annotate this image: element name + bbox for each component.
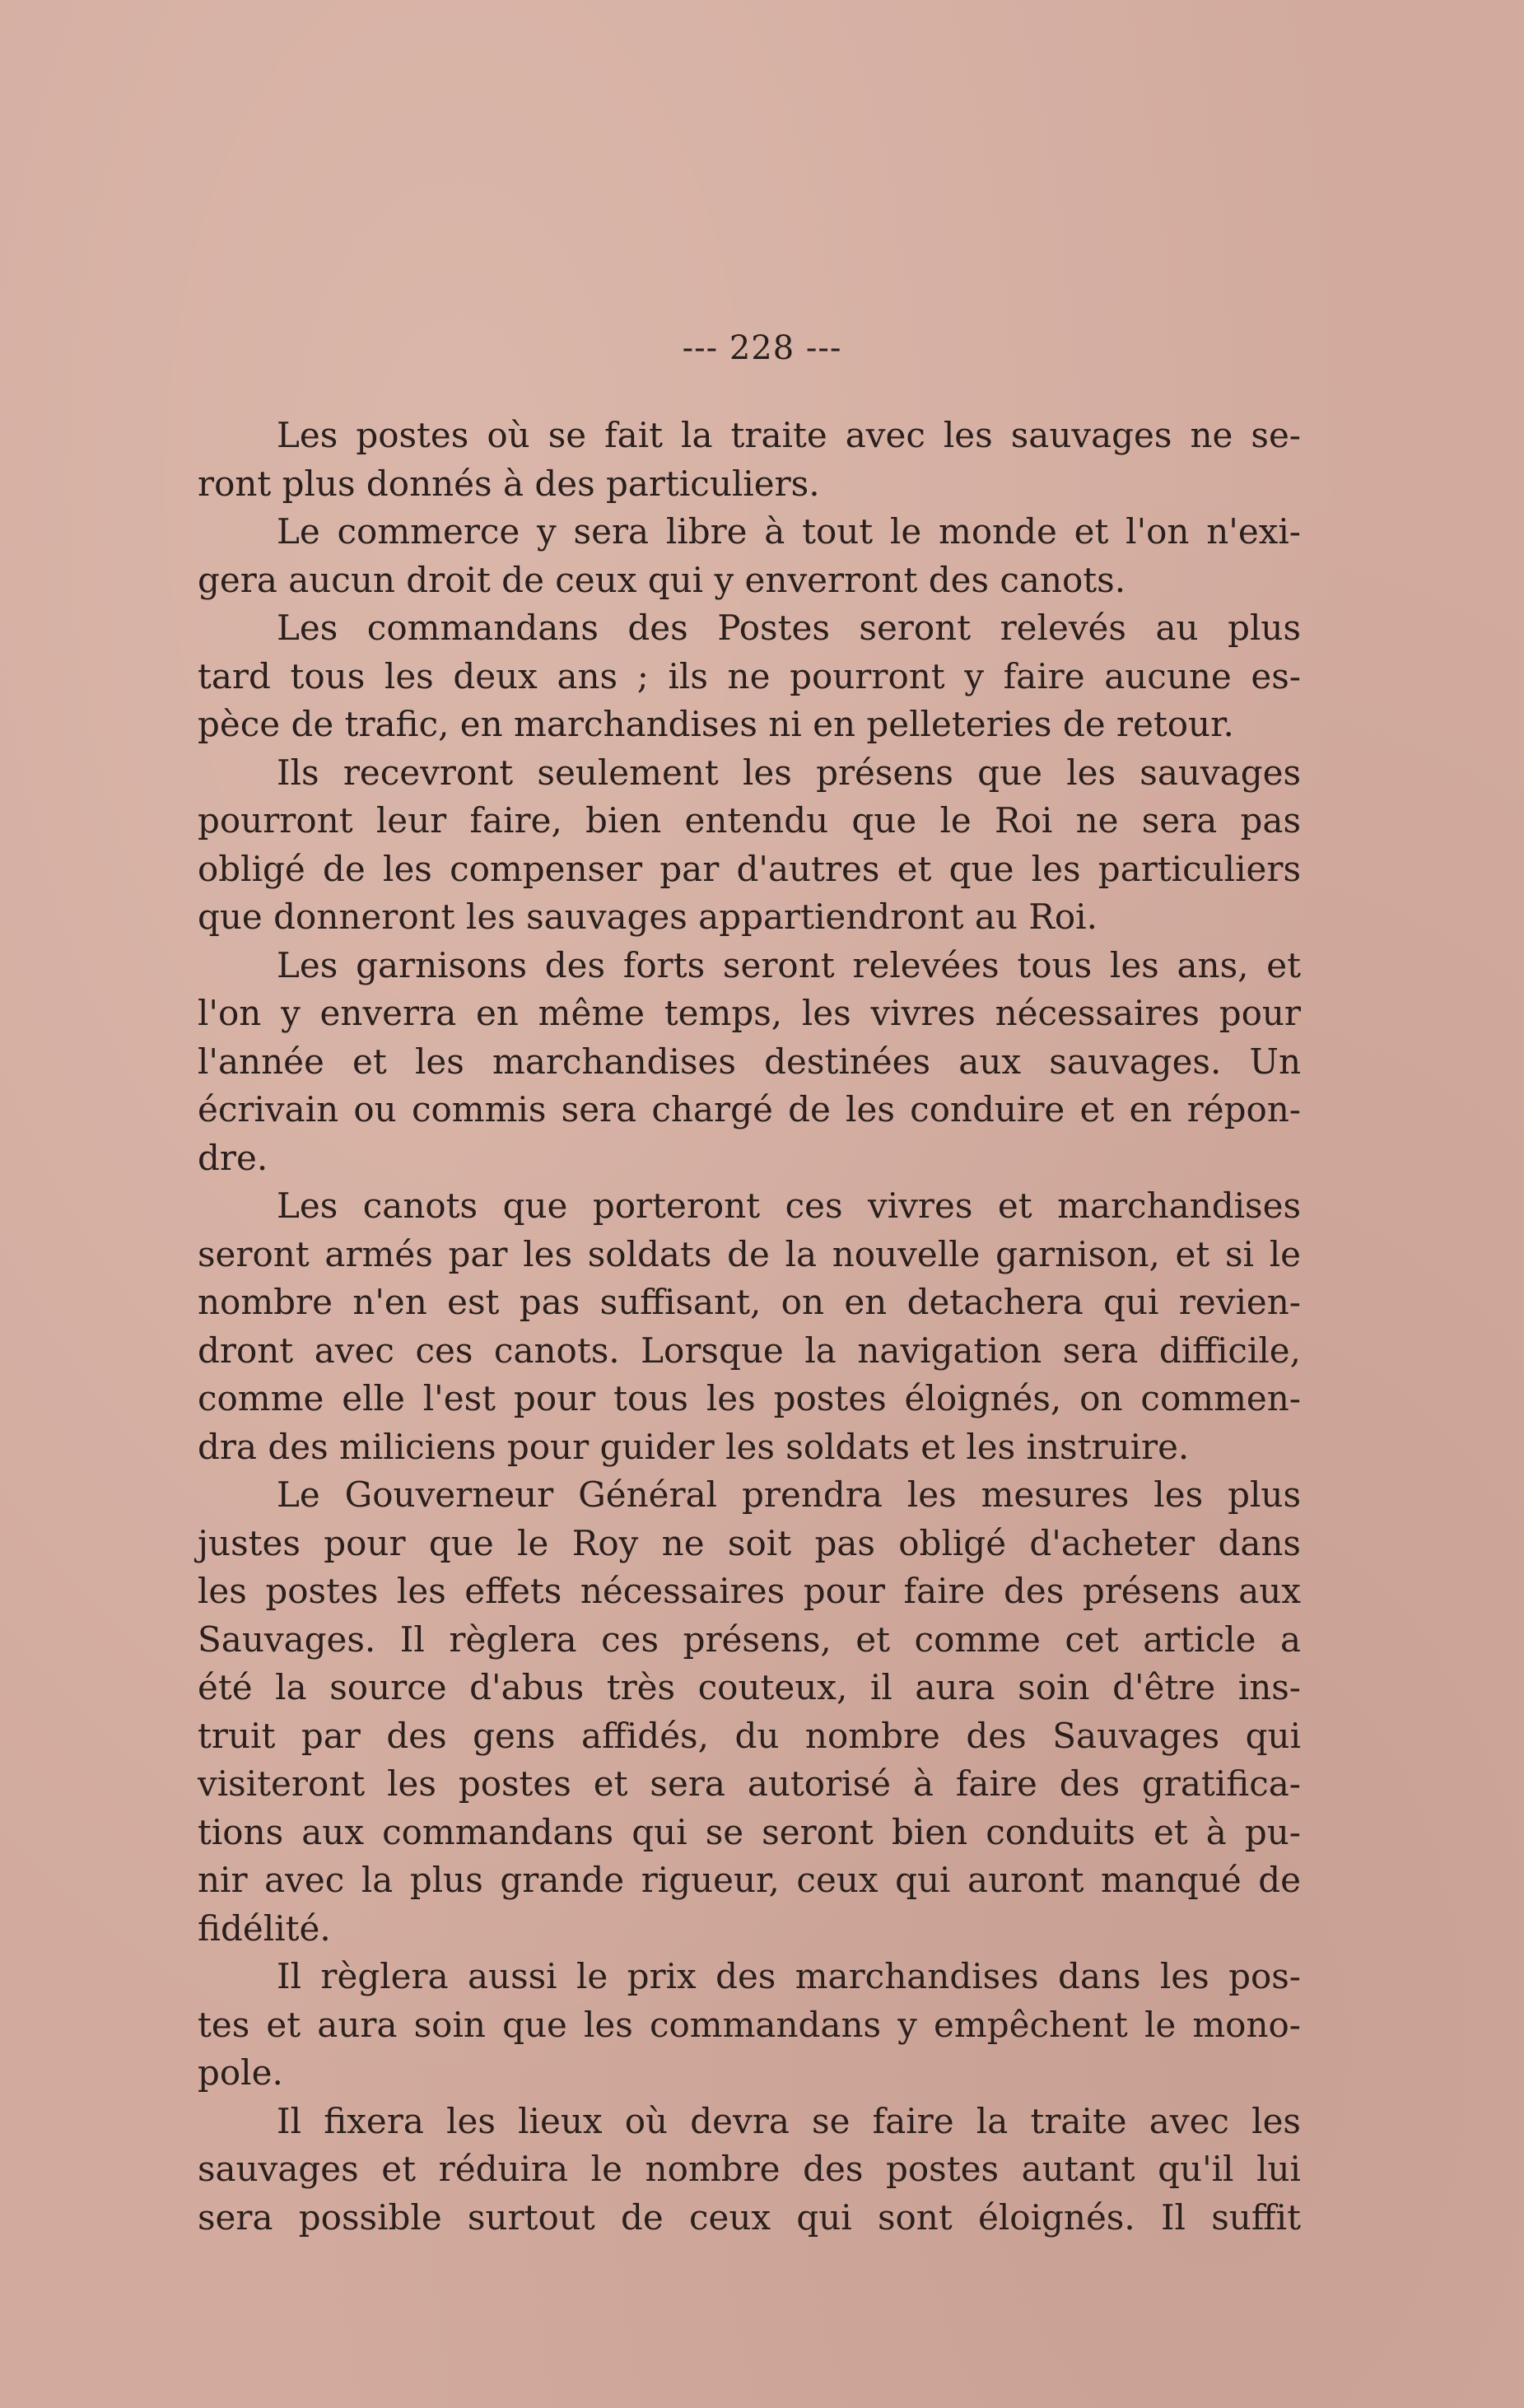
text-line: pèce de trafic, en marchandises ni en pelleteries de retour. [198, 704, 1234, 744]
text-line: obligé de les compenser par d'autres et que les particuliers [198, 848, 1301, 889]
text-line: l'année et les marchandises destinées aux sauvages. Un [198, 1041, 1301, 1082]
text-line: Le commerce y sera libre à tout le monde et l'on n'exi- [277, 511, 1301, 552]
text-line: nir avec la plus grande rigueur, ceux qui auront manqué de [198, 1860, 1301, 1900]
text-line: justes pour que le Roy ne soit pas obligé d'acheter dans [198, 1522, 1301, 1563]
text-line: visiteront les postes et sera autorisé à faire des gratifica- [198, 1763, 1301, 1804]
text-line: que donneront les sauvages appartiendront au Roi. [198, 897, 1098, 937]
text-line: dre. [198, 1137, 268, 1178]
text-line: sera possible surtout de ceux qui sont éloignés. Il suffit [198, 2196, 1301, 2238]
text-line: l'on y enverra en même temps, les vivres nécessaires pour [198, 993, 1301, 1033]
text-line: seront armés par les soldats de la nouvelle garnison, et si le [198, 1233, 1301, 1274]
text-line: Les garnisons des forts seront relevées tous les ans, et [277, 944, 1301, 985]
text-line: Il règlera aussi le prix des marchandises dans les pos- [277, 1956, 1301, 1996]
text-line: Les postes où se fait la traite avec les sauvages ne se- [277, 415, 1301, 455]
text-line: tions aux commandans qui se seront bien conduits et à pu- [198, 1811, 1301, 1852]
text-line: Le Gouverneur Général prendra les mesures les plus [277, 1474, 1301, 1515]
text-line: dra des miliciens pour guider les soldats et les instruire. [198, 1426, 1190, 1467]
text-line: gera aucun droit de ceux qui y enverront des canots. [198, 559, 1126, 600]
page-number: --- 228 --- [682, 329, 842, 367]
text-line: les postes les effets nécessaires pour faire des présens aux [198, 1571, 1301, 1611]
text-line: fidélité. [198, 1907, 331, 1949]
text-line: truit par des gens affidés, du nombre des Sauvages qui [198, 1715, 1301, 1756]
text-line: tes et aura soin que les commandans y empêchent le mono- [198, 2004, 1301, 2045]
text-line: été la source d'abus très couteux, il aura soin d'être ins- [198, 1667, 1301, 1707]
text-line: pourront leur faire, bien entendu que le Roi ne sera pas [198, 800, 1301, 841]
text-line: Les commandans des Postes seront relevés au plus [277, 608, 1301, 648]
text-line: Les canots que porteront ces vivres et marchandises [277, 1185, 1301, 1226]
text-line: nombre n'en est pas suffisant, on en detachera qui revien- [198, 1282, 1301, 1322]
text-line: ront plus donnés à des particuliers. [198, 463, 820, 504]
text-line: dront avec ces canots. Lorsque la navigation sera difficile, [198, 1330, 1301, 1371]
text-line: écrivain ou commis sera chargé de les conduire et en répon- [198, 1089, 1301, 1129]
text-line: Sauvages. Il règlera ces présens, et comme cet article a [198, 1619, 1301, 1660]
text-line: tard tous les deux ans ; ils ne pourront y faire aucune es- [198, 655, 1301, 696]
text-line: comme elle l'est pour tous les postes éloignés, on commen- [198, 1378, 1301, 1418]
text-line: Il fixera les lieux où devra se faire la traite avec les [277, 2100, 1301, 2141]
text-line: sauvages et réduira le nombre des postes autant qu'il lui [198, 2149, 1301, 2189]
text-line: Ils recevront seulement les présens que les sauvages [277, 752, 1301, 793]
body-text [198, 412, 1301, 2242]
text-line: pole. [198, 2052, 283, 2093]
